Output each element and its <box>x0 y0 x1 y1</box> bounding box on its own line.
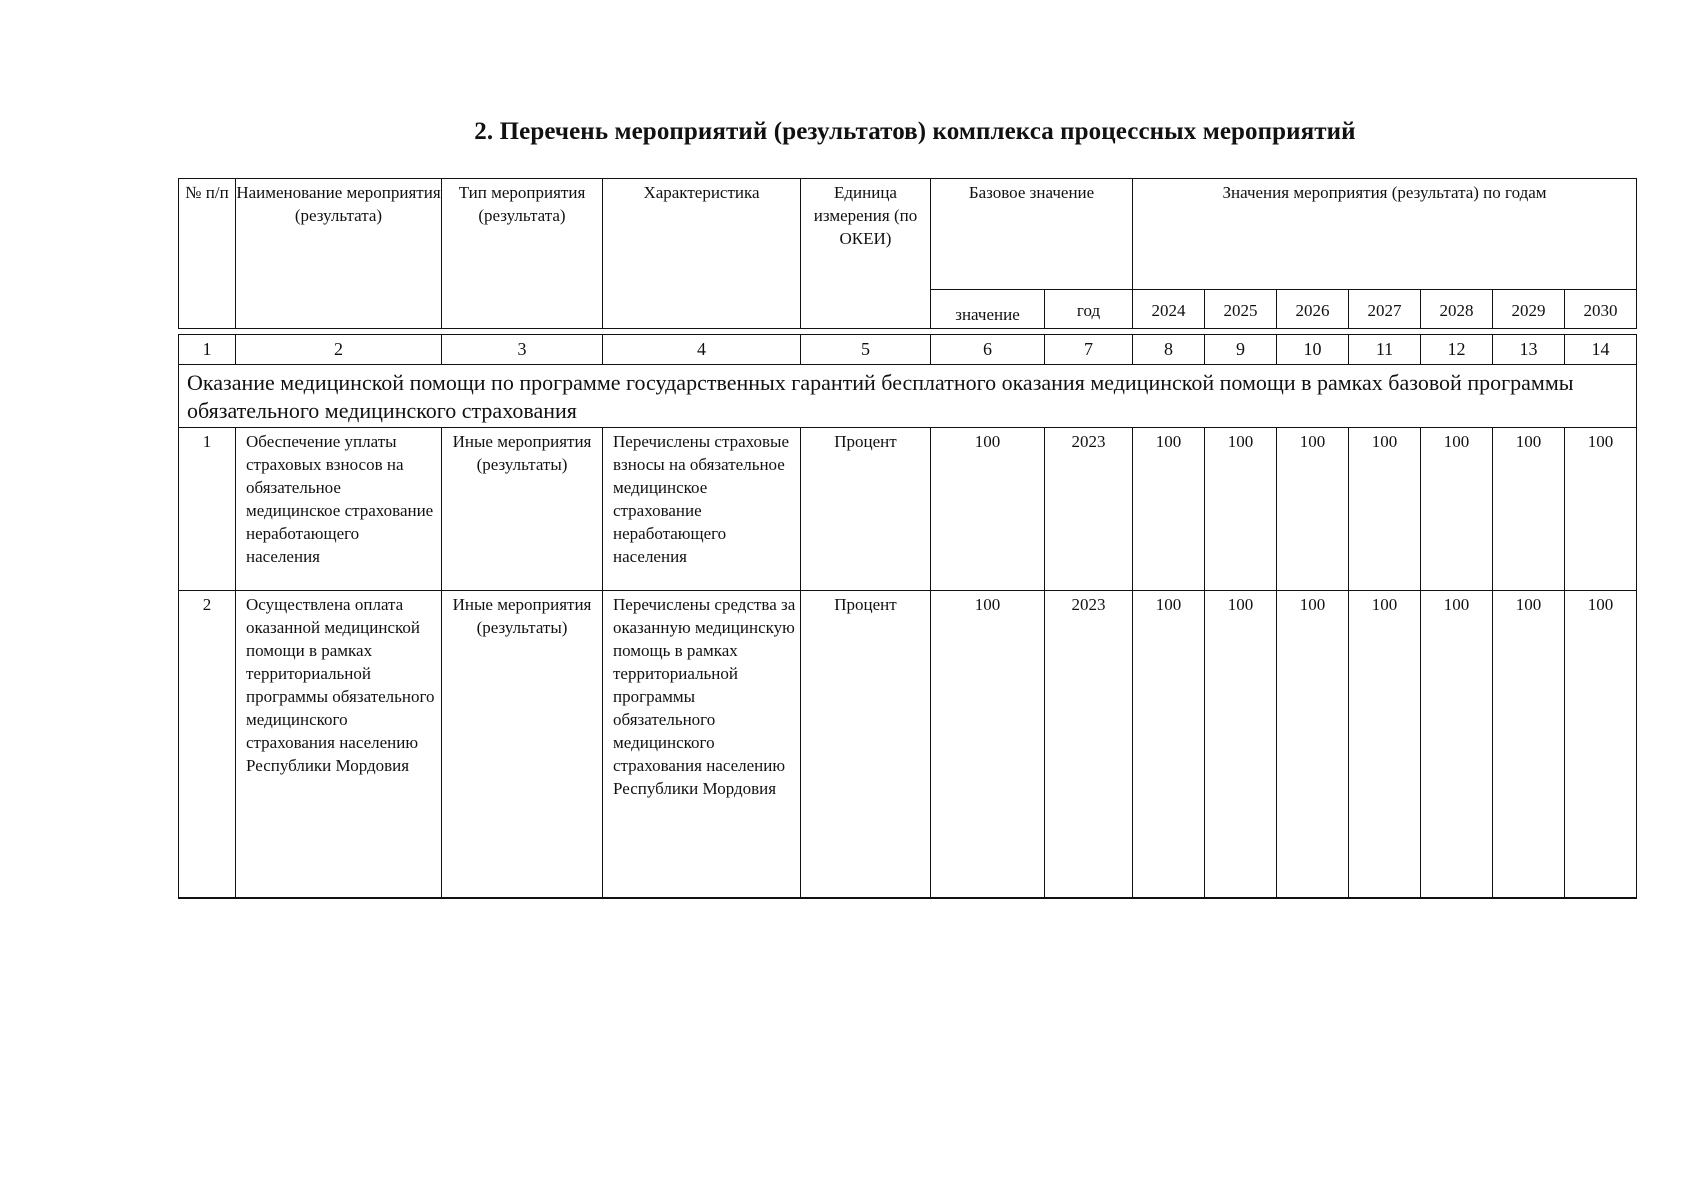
row-num: 2 <box>179 591 236 899</box>
row-year-value: 100 <box>1493 428 1565 591</box>
row-year-value: 100 <box>1277 428 1349 591</box>
row-base-value: 100 <box>931 591 1045 899</box>
column-number: 3 <box>442 335 603 365</box>
table-row <box>179 428 1637 591</box>
column-number-row <box>179 335 1637 365</box>
row-year-value: 100 <box>1421 591 1493 899</box>
row-year-value: 100 <box>1133 428 1205 591</box>
header-year: 2029 <box>1493 290 1565 329</box>
row-base-year: 2023 <box>1045 428 1133 591</box>
column-number: 1 <box>179 335 236 365</box>
header-base-year: год <box>1045 290 1133 329</box>
column-number: 6 <box>931 335 1045 365</box>
header-year: 2030 <box>1565 290 1637 329</box>
row-name: Обеспечение уплаты страховых взносов на обязательное медицинское страхование неработающего населения <box>236 428 442 591</box>
table-body <box>178 334 1637 899</box>
column-number: 4 <box>603 335 801 365</box>
row-year-value: 100 <box>1565 591 1637 899</box>
row-characteristic: Перечислены страховые взносы на обязательное медицинское страхование неработающего населения <box>603 428 801 591</box>
row-base-value: 100 <box>931 428 1045 591</box>
row-year-value: 100 <box>1205 428 1277 591</box>
row-type: Иные мероприятия (результаты) <box>442 591 603 899</box>
header-year: 2028 <box>1421 290 1493 329</box>
header-type: Тип мероприятия (результата) <box>442 179 603 329</box>
header-characteristic: Характеристика <box>603 179 801 329</box>
page-title: 2. Перечень мероприятий (результатов) комплекса процессных мероприятий <box>474 118 1356 145</box>
column-number: 10 <box>1277 335 1349 365</box>
header-year: 2026 <box>1277 290 1349 329</box>
row-unit: Процент <box>801 591 931 899</box>
table-header <box>178 178 1637 329</box>
row-base-year: 2023 <box>1045 591 1133 899</box>
header-num: № п/п <box>179 179 236 329</box>
row-unit: Процент <box>801 428 931 591</box>
row-year-value: 100 <box>1349 428 1421 591</box>
row-year-value: 100 <box>1277 591 1349 899</box>
column-number: 14 <box>1565 335 1637 365</box>
column-number: 7 <box>1045 335 1133 365</box>
section-title: Оказание медицинской помощи по программе государственных гарантий бесплатного оказания медицинской помощи в рамках базовой программы обязательного медицинского страхования <box>179 365 1637 428</box>
header-name: Наименование мероприятия (результата) <box>236 179 442 329</box>
row-type: Иные мероприятия (результаты) <box>442 428 603 591</box>
row-year-value: 100 <box>1205 591 1277 899</box>
column-number: 11 <box>1349 335 1421 365</box>
row-year-value: 100 <box>1565 428 1637 591</box>
column-number: 9 <box>1205 335 1277 365</box>
header-year: 2025 <box>1205 290 1277 329</box>
row-year-value: 100 <box>1349 591 1421 899</box>
column-number: 5 <box>801 335 931 365</box>
header-unit: Единица измерения (по ОКЕИ) <box>801 179 931 329</box>
row-year-value: 100 <box>1133 591 1205 899</box>
section-row <box>179 365 1637 428</box>
row-name: Осуществлена оплата оказанной медицинской помощи в рамках территориальной программы обязательного медицинского страхования населению Республики Мордовия <box>236 591 442 899</box>
header-base: Базовое значение <box>931 179 1133 290</box>
column-number: 8 <box>1133 335 1205 365</box>
column-number: 2 <box>236 335 442 365</box>
row-year-value: 100 <box>1493 591 1565 899</box>
header-year: 2024 <box>1133 290 1205 329</box>
row-year-value: 100 <box>1421 428 1493 591</box>
row-num: 1 <box>179 428 236 591</box>
header-year: 2027 <box>1349 290 1421 329</box>
row-characteristic: Перечислены средства за оказанную медицинскую помощь в рамках территориальной программы обязательного медицинского страхования населению Республики Мордовия <box>603 591 801 899</box>
header-years-group: Значения мероприятия (результата) по годам <box>1133 179 1637 290</box>
header-base-value: значение <box>931 290 1045 329</box>
column-number: 12 <box>1421 335 1493 365</box>
column-number: 13 <box>1493 335 1565 365</box>
table-row <box>179 591 1637 899</box>
